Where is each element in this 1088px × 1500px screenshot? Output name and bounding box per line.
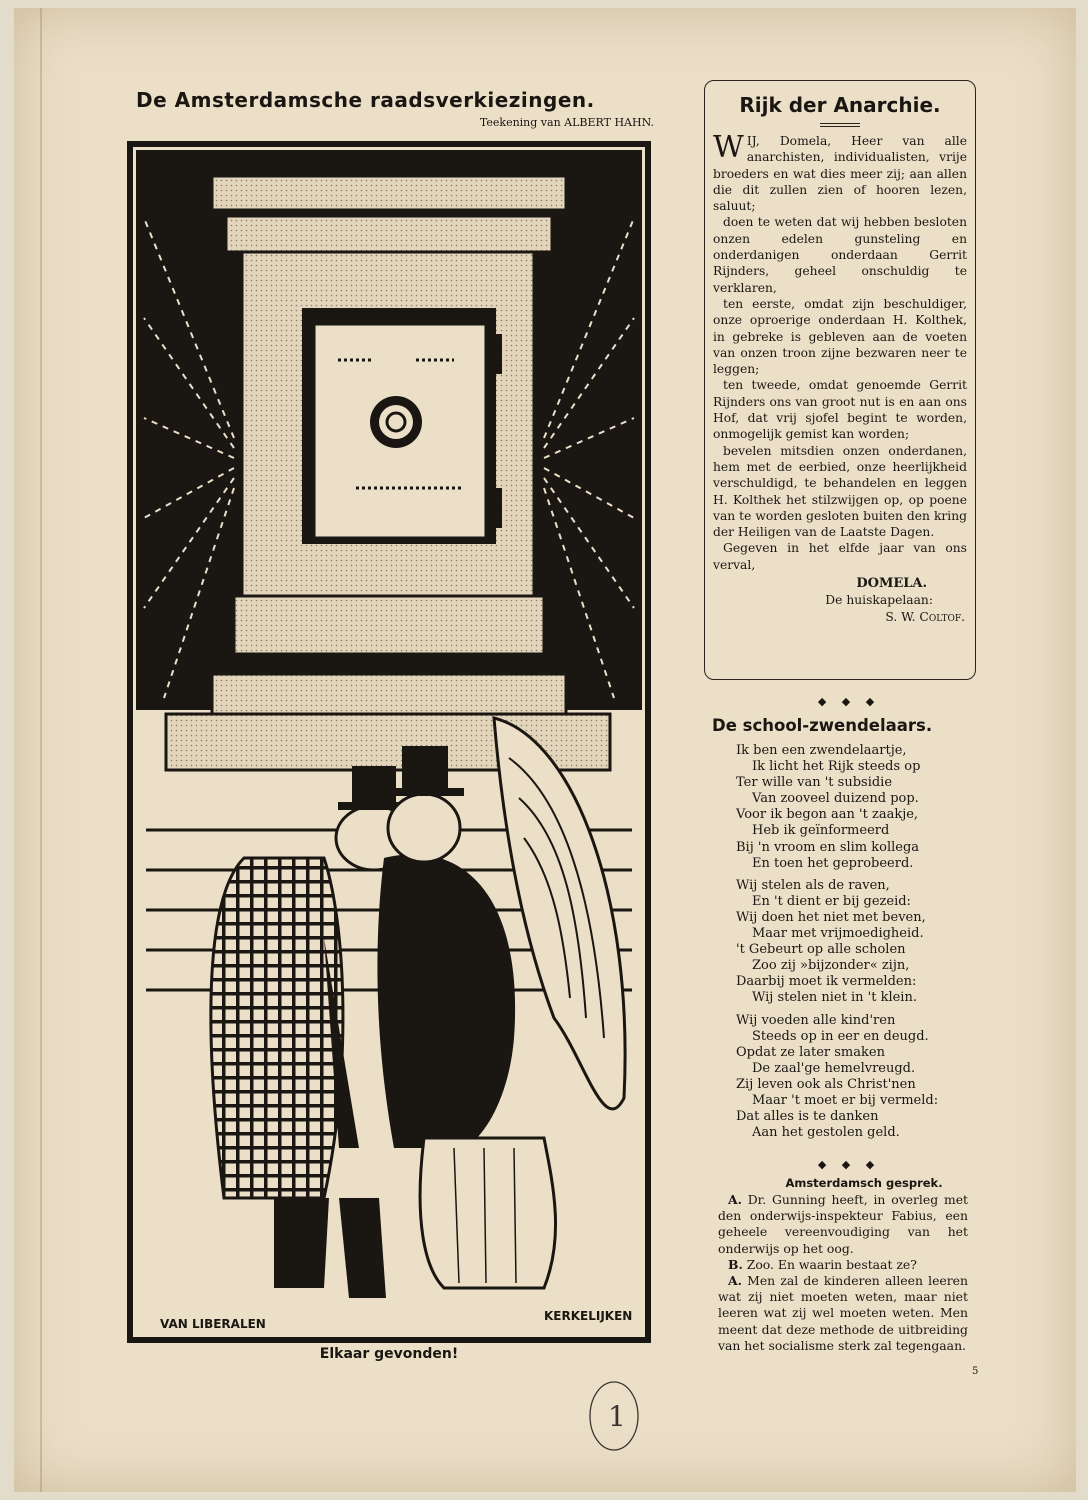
divider-ornament: ◆ ◆ ◆ bbox=[817, 695, 881, 708]
poem-line: Aan het gestolen geld. bbox=[752, 1125, 900, 1141]
page-fold bbox=[40, 8, 42, 1492]
poem-line: 't Gebeurt op alle scholen bbox=[736, 942, 906, 958]
poem-line: Dat alles is te danken bbox=[736, 1109, 879, 1125]
conversation-paragraph: A. Dr. Gunning heeft, in overleg met den onderwijs-inspekteur Fabius, een geheele vereenvoudiging van het onderwijs op het oog. bbox=[718, 1192, 968, 1256]
poem-line: Zoo zij »bijzonder« zijn, bbox=[752, 958, 910, 974]
title-rule bbox=[820, 123, 860, 127]
poem-line: De zaal'ge hemelvreugd. bbox=[752, 1060, 916, 1076]
poem-line: Wij stelen niet in 't klein. bbox=[752, 990, 917, 1006]
poem-line: Ik ben een zwendelaartje, bbox=[736, 743, 907, 758]
poem-line: Heb ik geïnformeerd bbox=[752, 823, 890, 839]
cartoon-title: De Amsterdamsche raadsverkiezingen. bbox=[136, 88, 595, 112]
poem-body bbox=[736, 743, 986, 1141]
cartoon-caption: Elkaar gevonden! bbox=[319, 1346, 459, 1362]
poem-line: En toen het geprobeerd. bbox=[752, 855, 914, 871]
newspaper-page bbox=[14, 8, 1076, 1492]
pencil-mark bbox=[584, 1376, 644, 1456]
chaplain-label: De huiskapelaan: bbox=[825, 593, 933, 608]
signature: DOMELA. bbox=[856, 576, 927, 592]
conversation-paragraph: A. Men zal de kinderen alleen leeren wat zij niet moeten weten, maar niet leeren wat zij wel moeten weten. Men meent dat deze methode de uitbreiding van het socialisme sterk zal tegengaan. bbox=[718, 1273, 968, 1353]
poem-title: De school-zwendelaars. bbox=[712, 716, 933, 735]
cartoon-label-left: VAN LIBERALEN bbox=[160, 1317, 266, 1331]
anarchie-decree bbox=[713, 130, 967, 625]
poem-line: Voor ik begon aan 't zaakje, bbox=[736, 807, 919, 823]
poem-line: Wij voeden alle kind'ren bbox=[736, 1012, 896, 1028]
decree-paragraph: bevelen mitsdien onzen onderdanen, hem met de eerbied, onze heerlijkheid verschuldigd, te behandelen en leggen H. Kolthek het stilzwijgen op, op poene van te worden gesloten buiten den kring der Heiligen van de Laatste Dagen. bbox=[713, 443, 967, 540]
poem-line: Maar 't moet er bij vermeld: bbox=[752, 1092, 939, 1108]
poem-line: Bij 'n vroom en slim kollega bbox=[736, 839, 920, 855]
decree-paragraph: Gegeven in het elfde jaar van ons verval, bbox=[713, 541, 967, 572]
decree-paragraph: ten eerste, omdat zijn beschuldiger, onze oproerige onderdaan H. Kolthek, in gebreke is gebleven aan de voeten van onzen troon zijne bezwaren neer te leggen; bbox=[713, 296, 967, 377]
poem-line: Zij leven ook als Christ'nen bbox=[736, 1076, 916, 1092]
decree-paragraph: doen te weten dat wij hebben besloten onzen edelen gunsteling en onderdanigen onderdaan Gerrit Rijnders, geheel onschuldig te verklaren, bbox=[713, 215, 967, 295]
conversation-title: Amsterdamsch gesprek. bbox=[785, 1176, 943, 1190]
poem-line: Opdat ze later smaken bbox=[736, 1044, 885, 1060]
divider-ornament: ◆ ◆ ◆ bbox=[817, 1158, 881, 1171]
decree-paragraph: ten tweede, omdat genoemde Gerrit Rijnders ons van groot nut is en aan ons Hof, dat vrij sjofel begint te worden, onmogelijk gemist kan worden; bbox=[713, 378, 967, 442]
poem-line: Wij doen het niet met beven, bbox=[736, 909, 926, 925]
cartoon-credit: Teekening van ALBERT HAHN. bbox=[479, 116, 654, 129]
cartoon-label-right: KERKELIJKEN bbox=[544, 1309, 633, 1323]
page-number: 5 bbox=[972, 1366, 979, 1377]
cartoon-illustration bbox=[124, 138, 654, 1346]
chaplain-name: S. W. Coltof. bbox=[885, 609, 965, 624]
pencil-mark-text: 1 bbox=[608, 1400, 626, 1433]
poem-line: Steeds op in eer en deugd. bbox=[752, 1028, 929, 1044]
poem-line: Ter wille van 't subsidie bbox=[736, 775, 893, 791]
drop-cap: W bbox=[713, 130, 744, 165]
poem-line: Wij stelen als de raven, bbox=[736, 877, 890, 893]
conversation-body bbox=[718, 1192, 968, 1354]
anarchie-box bbox=[704, 80, 976, 680]
poem-line: Maar met vrijmoedigheid. bbox=[752, 926, 924, 942]
decree-paragraph: WIJ, Domela, Heer van alle anarchisten, individualisten, vrije broeders en wat dies meer zij; aan allen die dit zullen zien of hooren lezen, saluut; bbox=[713, 130, 967, 214]
poem-line: Ik licht het Rijk steeds op bbox=[752, 759, 921, 775]
poem-line: Van zooveel duizend pop. bbox=[752, 791, 919, 807]
poem-line: En 't dient er bij gezeid: bbox=[752, 893, 911, 909]
anarchie-title: Rijk der Anarchie. bbox=[739, 93, 941, 117]
conversation-paragraph: B. Zoo. En waarin bestaat ze? bbox=[728, 1256, 917, 1272]
poem-line: Daarbij moet ik vermelden: bbox=[736, 974, 917, 990]
